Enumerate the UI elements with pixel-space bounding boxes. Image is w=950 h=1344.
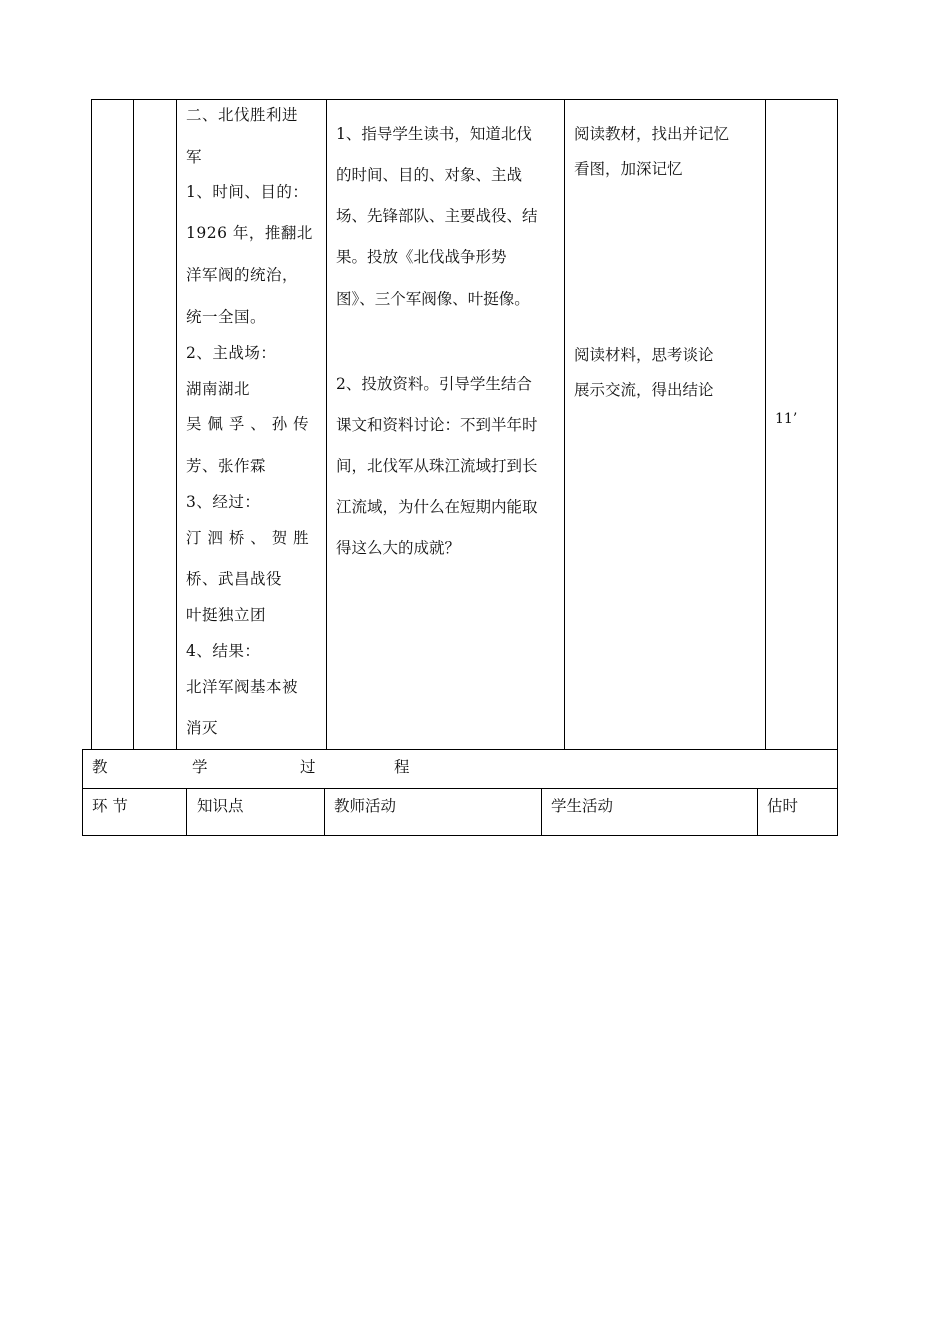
student-line: 阅读教材，找出并记忆 — [574, 125, 730, 143]
knowledge-line: 洋军阀的统治， — [186, 266, 299, 284]
student-line: 阅读材料，思考谈论 — [574, 346, 714, 364]
teacher-line: 1、指导学生读书，知道北伐 — [336, 125, 532, 143]
teacher-line: 间，北伐军从珠江流域打到长 — [336, 457, 538, 475]
lower-table-top-border — [82, 749, 838, 750]
lower-table-mid-border — [82, 788, 838, 789]
teacher-line: 课文和资料讨论：不到半年时 — [336, 416, 538, 434]
knowledge-line: 桥、武昌战役 — [186, 570, 283, 588]
knowledge-line: 吴 佩 孚 、 孙 传 — [186, 415, 310, 433]
header-section: 环 节 — [92, 797, 128, 815]
upper-col-divider-5 — [765, 99, 766, 750]
student-line: 展示交流，得出结论 — [574, 381, 714, 399]
knowledge-line: 叶挺独立团 — [186, 606, 267, 624]
upper-table-right-border — [837, 99, 838, 750]
lower-col-divider-1 — [186, 788, 187, 836]
teacher-line: 2、投放资料。引导学生结合 — [336, 375, 532, 393]
title-char: 过 — [300, 758, 316, 776]
teacher-line: 的时间、目的、对象、主战 — [336, 166, 523, 184]
title-char: 学 — [192, 758, 208, 776]
knowledge-line: 1926 年，推翻北 — [186, 224, 313, 242]
knowledge-line: 3、经过： — [186, 493, 261, 511]
knowledge-line: 湖南湖北 — [186, 380, 251, 398]
upper-col-divider-2 — [176, 99, 177, 750]
header-knowledge: 知识点 — [197, 797, 244, 815]
teacher-line: 果。投放《北伐战争形势 — [336, 248, 507, 266]
lower-table-right-border — [837, 749, 838, 836]
upper-table-top-border — [91, 99, 838, 100]
knowledge-line: 统一全国。 — [186, 308, 267, 326]
upper-table-left-border — [91, 99, 92, 750]
teacher-line: 图》、三个军阀像、叶挺像。 — [336, 290, 530, 308]
lower-col-divider-3 — [541, 788, 542, 836]
lower-col-divider-4 — [757, 788, 758, 836]
upper-col-divider-4 — [564, 99, 565, 750]
knowledge-line: 2、主战场： — [186, 344, 277, 362]
knowledge-line: 北洋军阀基本被 — [186, 678, 299, 696]
knowledge-line: 汀 泗 桥 、 贺 胜 — [186, 529, 310, 547]
header-student: 学生活动 — [551, 797, 614, 815]
knowledge-line: 芳、张作霖 — [186, 457, 267, 475]
lower-table-left-border — [82, 749, 83, 836]
title-char: 程 — [394, 758, 410, 776]
time-estimate: 11’ — [775, 411, 798, 427]
upper-col-divider-1 — [133, 99, 134, 750]
knowledge-line: 4、结果： — [186, 642, 261, 660]
lower-table-bottom-border — [82, 835, 838, 836]
teacher-line: 江流域，为什么在短期内能取 — [336, 498, 538, 516]
knowledge-line: 军 — [186, 148, 203, 166]
header-teacher: 教师活动 — [334, 797, 397, 815]
knowledge-line: 1、时间、目的： — [186, 183, 309, 201]
student-line: 看图，加深记忆 — [574, 160, 683, 178]
teacher-line: 得这么大的成就？ — [336, 539, 461, 557]
header-time: 估时 — [767, 797, 799, 815]
title-char: 教 — [92, 758, 108, 776]
knowledge-line: 二、北伐胜利进 — [186, 106, 299, 124]
upper-col-divider-3 — [326, 99, 327, 750]
teacher-line: 场、先锋部队、主要战役、结 — [336, 207, 538, 225]
knowledge-line: 消灭 — [186, 719, 219, 737]
lower-col-divider-2 — [324, 788, 325, 836]
